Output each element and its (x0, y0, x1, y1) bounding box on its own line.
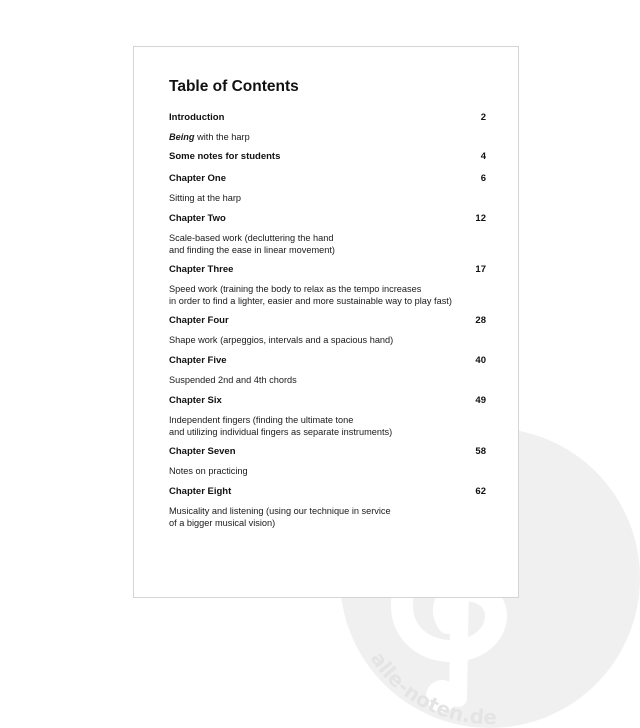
entry-page-number: 49 (475, 395, 486, 406)
entry-description (169, 505, 486, 529)
toc-entry-chapter-one (169, 173, 486, 204)
toc-entry-introduction (169, 112, 486, 143)
entry-page-number: 28 (475, 315, 486, 326)
entry-page-number: 6 (480, 173, 486, 184)
entry-description-line: Scale-based work (decluttering the hand (169, 233, 334, 243)
entry-page-number: 40 (475, 355, 486, 366)
watermark-text: alle-noten.de (365, 647, 498, 728)
entry-page-number: 58 (475, 446, 486, 457)
entry-title: Introduction (169, 112, 225, 123)
toc-entry-chapter-four (169, 315, 486, 346)
toc-entry-notes-for-students (169, 151, 486, 162)
entry-description-emphasis: Being (169, 132, 195, 142)
entry-description: Shape work (arpeggios, intervals and a spacious hand) (169, 335, 394, 345)
entry-description-line: Musicality and listening (using our technique in service (169, 506, 391, 516)
entry-description-line: Speed work (training the body to relax as the tempo increases (169, 284, 422, 294)
entry-page-number: 2 (480, 112, 486, 123)
entry-title: Chapter Five (169, 355, 227, 366)
entry-description-line: of a bigger musical vision) (169, 518, 276, 528)
entry-description (169, 232, 486, 256)
entry-description: Sitting at the harp (169, 193, 242, 203)
entry-description-line: and utilizing individual fingers as separate instruments) (169, 427, 393, 437)
entry-description (169, 414, 486, 438)
entry-page-number: 4 (480, 151, 486, 162)
entry-description-line: in order to find a lighter, easier and more sustainable way to play fast) (169, 296, 452, 306)
toc-entry-chapter-five (169, 355, 486, 386)
entry-description: Suspended 2nd and 4th chords (169, 375, 297, 385)
entry-page-number: 17 (475, 264, 486, 275)
entry-title: Chapter Two (169, 213, 226, 224)
toc-entry-chapter-seven (169, 446, 486, 477)
entry-title: Chapter One (169, 173, 227, 184)
entry-description-line: Independent fingers (finding the ultimate tone (169, 415, 354, 425)
toc-entry-chapter-two (169, 213, 486, 256)
entry-page-number: 62 (475, 486, 486, 497)
toc-entry-chapter-eight (169, 486, 486, 529)
toc-entry-chapter-three (169, 264, 486, 307)
toc-entry-chapter-six (169, 395, 486, 438)
entry-title: Chapter Seven (169, 446, 236, 457)
entry-description: Notes on practicing (169, 466, 248, 476)
entry-title: Chapter Three (169, 264, 234, 275)
entry-description-line: and finding the ease in linear movement) (169, 245, 335, 255)
entry-title: Chapter Eight (169, 486, 232, 497)
document-page (133, 46, 519, 598)
entry-title: Some notes for students (169, 151, 281, 162)
entry-title: Chapter Six (169, 395, 222, 406)
entry-description (169, 131, 486, 143)
entry-description (169, 283, 486, 307)
page-title: Table of Contents (169, 78, 299, 95)
entry-title: Chapter Four (169, 315, 229, 326)
entry-description-rest: with the harp (194, 132, 250, 142)
entry-page-number: 12 (475, 213, 486, 224)
